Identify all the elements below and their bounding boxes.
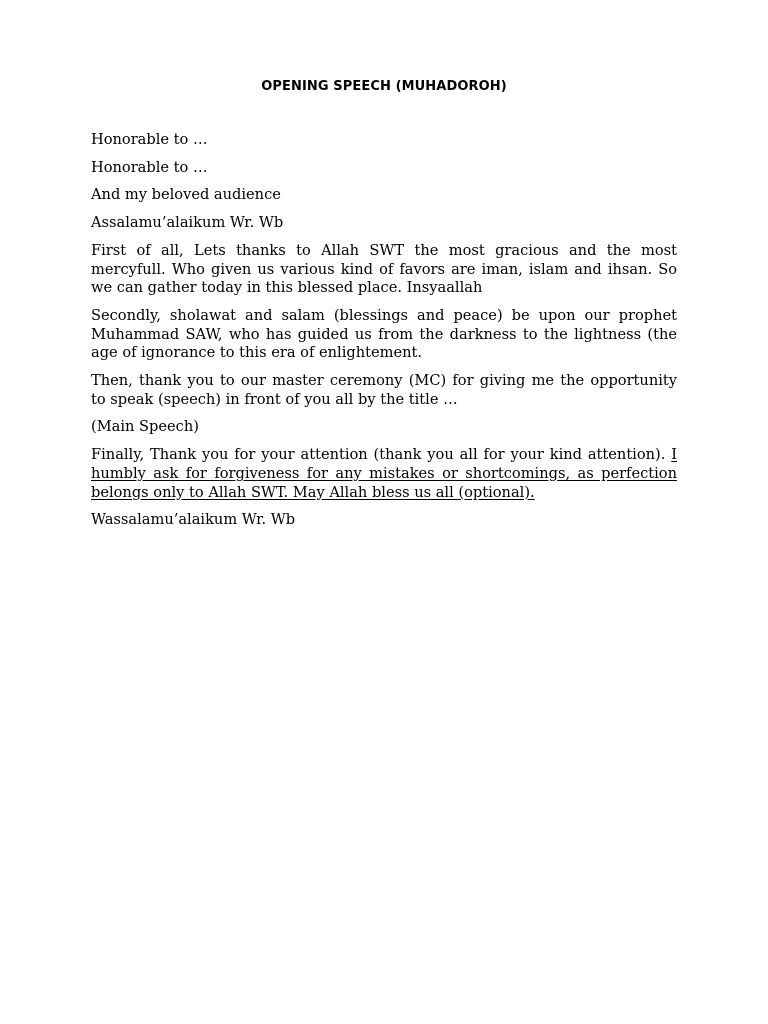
main-speech-placeholder: (Main Speech) (91, 418, 199, 436)
audience-line: And my beloved audience (91, 186, 281, 204)
honorable-line-2: Honorable to … (91, 158, 208, 176)
paragraph-first: First of all, Lets thanks to Allah SWT the most gracious and the most mercyfull. Who given us various kind of favors are iman, islam and ihsan. So we can gather today in this blessed place. Insyaallah (91, 241, 677, 297)
finally-underlined-text: I humbly ask for forgiveness for any mistakes or shortcomings, as perfection belongs only to Allah SWT. May Allah bless us all (optional). (91, 446, 677, 501)
document-body (91, 131, 677, 539)
document-title: OPENING SPEECH (MUHADOROH) (261, 79, 507, 94)
paragraph-second: Secondly, sholawat and salam (blessings and peace) be upon our prophet Muhammad SAW, who has guided us from the darkness to the lightness (the age of ignorance to this era of enlightement. (91, 306, 677, 362)
honorable-line-1: Honorable to … (91, 131, 208, 148)
opening-greeting: Assalamu’alaikum Wr. Wb (91, 214, 284, 232)
closing-greeting: Wassalamu’alaikum Wr. Wb (91, 511, 296, 529)
paragraph-then: Then, thank you to our master ceremony (MC) for giving me the opportunity to speak (speech) in front of you all by the title … (91, 372, 677, 408)
paragraph-finally (91, 446, 677, 502)
finally-plain-text: Finally, Thank you for your attention (thank you all for your kind attention). (91, 446, 672, 464)
